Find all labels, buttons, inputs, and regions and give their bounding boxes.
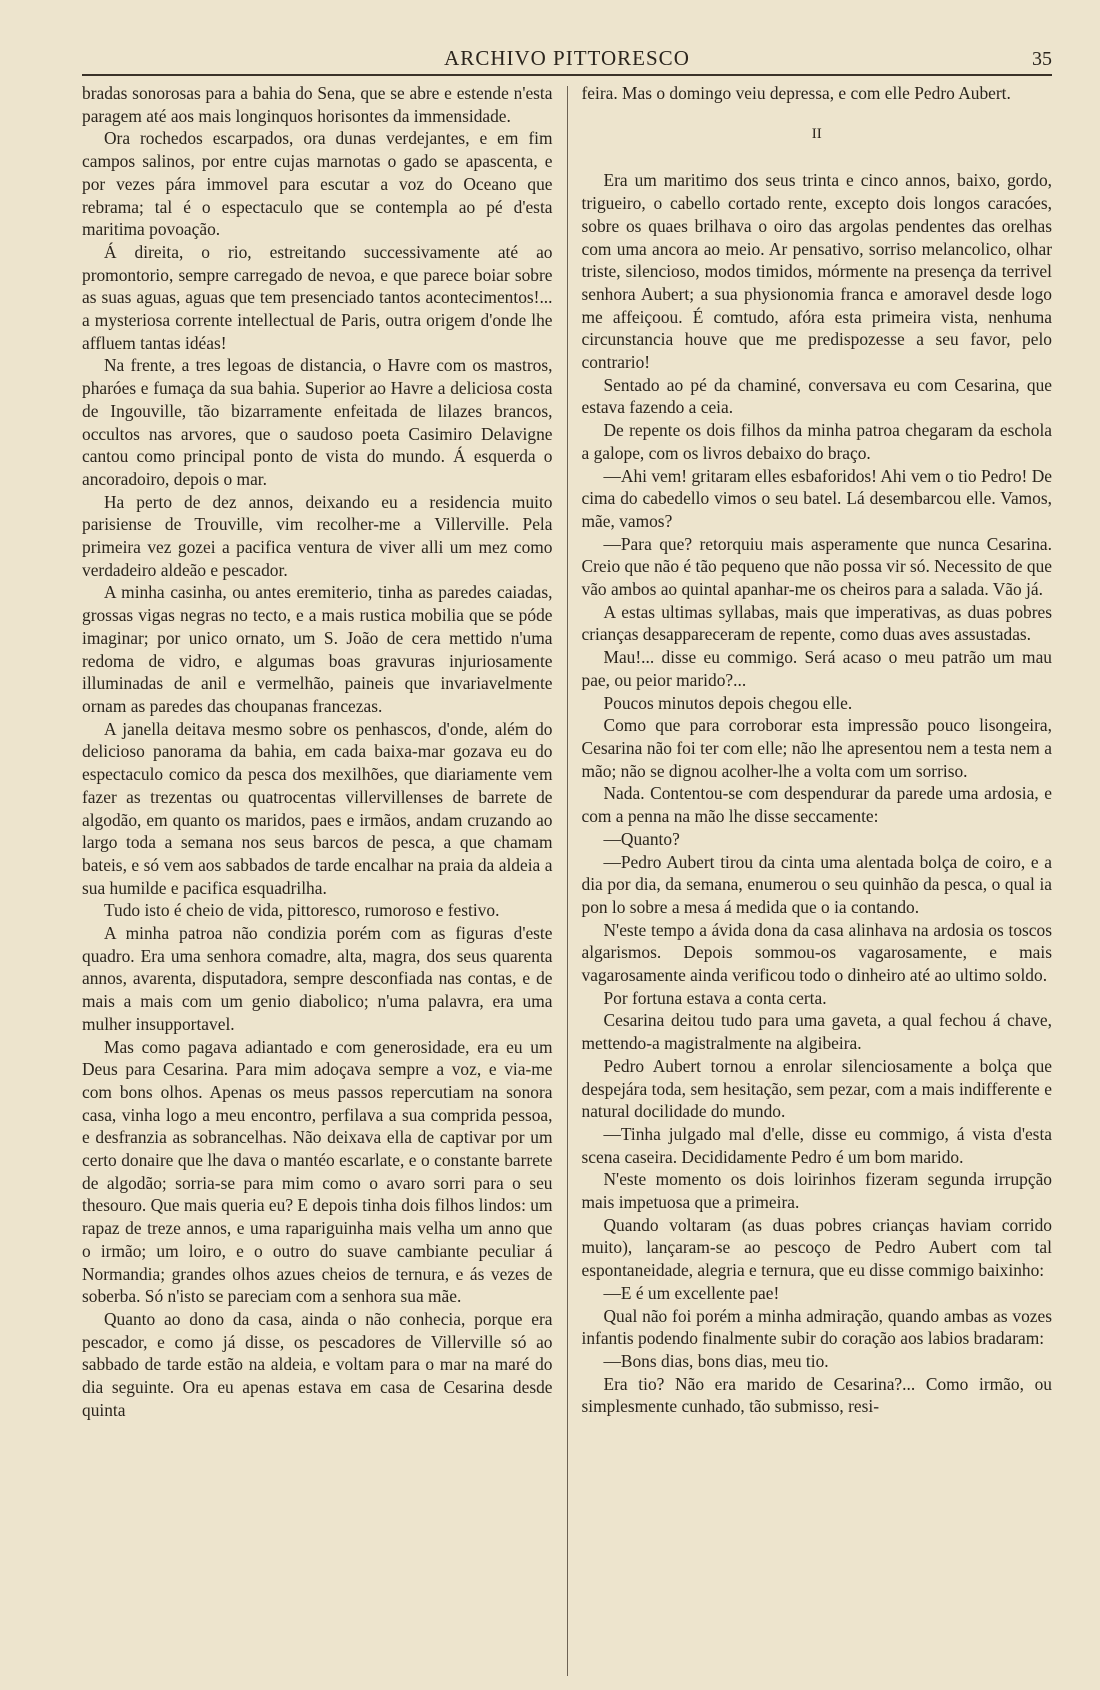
publication-title: ARCHIVO PITTORESCO: [444, 46, 690, 70]
paragraph: N'este momento os dois loirinhos fizeram segunda irrupção mais impetuosa que a primeira.: [581, 1169, 1052, 1213]
paragraph: feira. Mas o domingo veiu depressa, e com elle Pedro Aubert.: [581, 83, 1011, 103]
paragraph: Mau!... disse eu commigo. Será acaso o meu patrão um mau pae, ou peior marido?...: [581, 647, 1052, 690]
section-mark: II: [811, 125, 822, 142]
page-number: 35: [1032, 48, 1052, 70]
paragraph: Cesarina deitou tudo para uma gaveta, a qual fechou á chave, mettendo-a magistralmente na algibeira.: [581, 1010, 1052, 1054]
right-column: [568, 82, 1053, 1680]
paragraph: Tudo isto é cheio de vida, pittoresco, rumoroso e festivo.: [104, 900, 500, 921]
paragraph: Mas como pagava adiantado e com generosidade, era eu um Deus para Cesarina. Para mim adoçava sempre a voz, e via-me com bons olhos. Apenas os meus passos repercutiam na sonora casa, vinha logo a meu encontro, perfilava a sua comprida pessoa, e desfranzia as sobrancelhas. Não deixava ella de captivar por um certo donaire que lhe dava o mantéo escarlate, e o constante barrete de algodão; sorria-se para mim como o avaro sorri para o seu thesouro. Que mais queria eu? E depois tinha dois filhos lindos: um rapaz de treze annos, e uma rapariguinha mais velha um anno que o irmão; um loiro, e o outro do suave cambiante peculiar á Normandia; grandes olhos azues cheios de ternura, e ás vezes de soberba. Só n'isto se pareciam com a senhora sua mãe.: [82, 1036, 553, 1307]
paragraph: Á direita, o rio, estreitando successivamente até ao promontorio, sempre carregado de nevoa, e que parece boiar sobre as suas aguas, aguas que tem presenciado tantos acontecimentos!... a mysteriosa corrente intellectual de Paris, outra origem d'onde lhe affluem tantas idéas!: [82, 241, 553, 353]
paragraph: Como que para corroborar esta impressão pouco lisongeira, Cesarina não foi ter com elle; não lhe apresentou nem a testa nem a mão; não se dignou acolher-lhe a volta com um sorriso.: [581, 715, 1052, 781]
paragraph: A minha casinha, ou antes eremiterio, tinha as paredes caiadas, grossas vigas negras no tecto, e a mais rustica mobilia que se póde imaginar; por unico ornato, um S. João de cera mettido n'uma redoma de vidro, e algumas boas gravuras injuriosamente illuminadas de anil e vermelhão, paineis que invariavelmente ornam as paredes das choupanas francezas.: [82, 582, 553, 716]
paragraph: —Quanto?: [603, 828, 680, 849]
paragraph: Quanto ao dono da casa, ainda o não conhecia, porque era pescador, e como já disse, os pescadores de Villerville só ao sabbado de tarde estão na aldeia, e voltam para o mar na maré do dia seguinte. Ora eu apenas estava em casa de Cesarina desde quinta: [82, 1308, 553, 1420]
paragraph: Era um maritimo dos seus trinta e cinco annos, baixo, gordo, trigueiro, o cabello cortado rente, excepto dois longos caracóes, sobre os quaes brilhava o oiro das argolas pendentes das orelhas com uma ancora ao meio. Ar pensativo, sorriso melancolico, olhar triste, silencioso, modos timidos, mórmente na presença da terrivel senhora Aubert; a sua physionomia franca e amoravel desde logo me affeiçoou. É comtudo, afóra esta primeira vista, nenhuma circunstancia houve que me predispozesse a seu favor, pelo contrario!: [581, 170, 1052, 373]
paragraph: Quando voltaram (as duas pobres crianças haviam corrido muito), lançaram-se ao pescoço de Pedro Aubert com tal espontaneidade, alegria e ternura, que eu disse commigo baixinho:: [581, 1214, 1052, 1281]
paragraph: Pedro Aubert tornou a enrolar silenciosamente a bolça que despejára toda, sem hesitação, sem pezar, com a mais indifferente e natural docilidade do mundo.: [581, 1055, 1052, 1122]
paragraph: Era tio? Não era marido de Cesarina?... Como irmão, ou simplesmente cunhado, tão submisso, resi-: [581, 1373, 1052, 1417]
paragraph: —Tinha julgado mal d'elle, disse eu commigo, á vista d'esta scena caseira. Decididamente Pedro é um bom marido.: [581, 1123, 1052, 1167]
paragraph: —Ahi vem! gritaram elles esbaforidos! Ahi vem o tio Pedro! De cima do cabedello vimos o seu batel. Lá desembarcou elle. Vamos, mãe, vamos?: [581, 465, 1052, 531]
paragraph: A estas ultimas syllabas, mais que imperativas, as duas pobres crianças desappareceram de repente, como duas aves assustadas.: [581, 601, 1052, 645]
paragraph: Sentado ao pé da chaminé, conversava eu com Cesarina, que estava fazendo a ceia.: [581, 374, 1052, 418]
paragraph: Ha perto de dez annos, deixando eu a residencia muito parisiense de Trouville, vim recolher-me a Villerville. Pela primeira vez gozei a pacifica ventura de viver alli um mez como verdadeiro aldeão e pescador.: [82, 491, 553, 580]
paragraph: Por fortuna estava a conta certa.: [603, 987, 827, 1008]
left-column: [82, 82, 567, 1680]
paragraph: A minha patroa não condizia porém com as figuras d'este quadro. Era uma senhora comadre, alta, magra, dos seus quarenta annos, avarenta, disputadora, sempre desconfiada nas contas, e de mais a mais com um genio diabolico; n'uma palavra, era uma mulher insupportavel.: [82, 923, 553, 1034]
right-column-body: [582, 169, 1053, 1418]
paragraph: —E é um excellente pae!: [603, 1282, 780, 1303]
paragraph: De repente os dois filhos da minha patroa chegaram da eschola a galope, com os livros debaixo do braço.: [581, 420, 1052, 463]
paragraph: Na frente, a tres legoas de distancia, o Havre com os mastros, pharóes e fumaça da sua bahia. Superior ao Havre a deliciosa costa de Ingouville, tão bizarramente enfeitada de lilazes brancos, occultos nas arvores, que o saudoso poeta Casimiro Delavigne cantou como principal ponto de vista do mundo. Á esquerda o ancoradoiro, depois o mar.: [82, 355, 553, 489]
paragraph: —Bons dias, bons dias, meu tio.: [603, 1350, 829, 1371]
paragraph: bradas sonorosas para a bahia do Sena, que se abre e estende n'esta paragem até aos mais longinquos horisontes da immensidade.: [82, 83, 553, 126]
paragraph: Ora rochedos escarpados, ora dunas verdejantes, e em fim campos salinos, por entre cujas marnotas o gado se apascenta, e por vezes pára immovel para escutar a voz do Oceano que rebrama; tal é o espectaculo que se contempla ao pé d'esta maritima povoação.: [82, 128, 553, 240]
paragraph: Poucos minutos depois chegou elle.: [603, 692, 853, 713]
paragraph: N'este tempo a ávida dona da casa alinhava na ardosia os toscos algarismos. Depois sommou-os vagarosamente, e mais vagarosamente ainda verificou todo o dinheiro até ao ultimo soldo.: [581, 919, 1052, 986]
paragraph: A janella deitava mesmo sobre os penhascos, d'onde, além do delicioso panorama da bahia, em cada baixa-mar gozava eu do espectaculo comico da pesca dos mexilhões, que diariamente vem fazer as trezentas ou quatrocentas villervillenses de barrete de algodão, em quanto os maridos, paes e irmãos, andam cruzando ao largo toda a semana nos seus barcos de pesca, a que chamam bateis, e só vem aos sabbados de tarde encalhar na praia da aldeia a sua humilde e pacifica esquadrilha.: [82, 718, 553, 898]
paragraph: Qual não foi porém a minha admiração, quando ambas as vozes infantis podendo finalmente subir do coração aos labios bradaram:: [581, 1305, 1052, 1349]
page-header: [82, 44, 1052, 76]
paragraph: Nada. Contentou-se com despendurar da parede uma ardosia, e com a penna na mão lhe disse seccamente:: [581, 783, 1052, 827]
paragraph: —Para que? retorquiu mais asperamente que nunca Cesarina. Creio que não é tão pequeno que não possa vir só. Necessito de que vão ambos ao quintal apanhar-me os cheiros para a salada. Vão já.: [581, 533, 1052, 600]
paragraph: —Pedro Aubert tirou da cinta uma alentada bolça de coiro, e a dia por dia, da semana, enumerou o seu quinhão da pesca, o qual ia pon lo sobre a mesa á medida que o ia contando.: [581, 851, 1052, 917]
text-columns: [82, 82, 1052, 1680]
